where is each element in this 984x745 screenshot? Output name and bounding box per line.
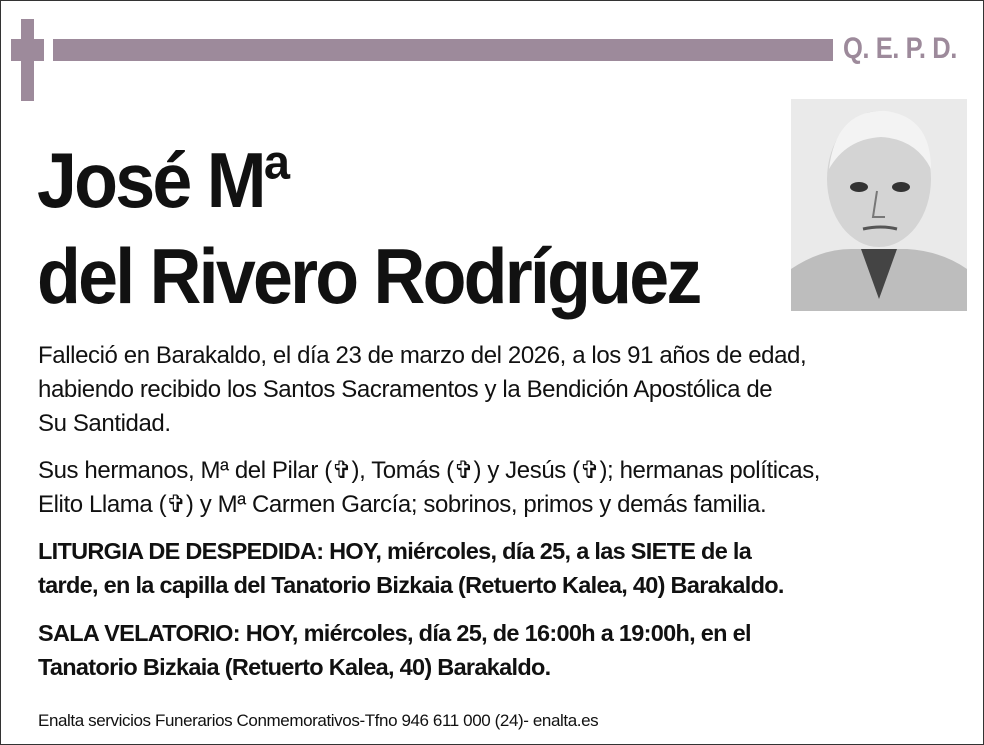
text-line: habiendo recibido los Santos Sacramentos y la Bendición Apostólica de xyxy=(38,376,773,403)
deceased-name-line1: José Mª xyxy=(37,136,288,224)
funeral-home-footer: Enalta servicios Funerarios Conmemorativos-Tfno 946 611 000 (24)- enalta.es xyxy=(38,711,599,730)
text-line: Tanatorio Bizkaia (Retuerto Kalea, 40) Barakaldo. xyxy=(38,654,551,680)
text-line: SALA VELATORIO: HOY, miércoles, día 25, de 16:00h a 19:00h, en el xyxy=(38,620,751,646)
text-line: Su Santidad. xyxy=(38,410,171,437)
liturgy-paragraph xyxy=(38,534,784,602)
death-paragraph xyxy=(38,339,806,441)
text-line: tarde, en la capilla del Tanatorio Bizkaia (Retuerto Kalea, 40) Barakaldo. xyxy=(38,572,784,598)
deceased-photo xyxy=(791,99,967,311)
wake-paragraph xyxy=(38,616,751,684)
deceased-name-line2: del Rivero Rodríguez xyxy=(37,232,700,320)
cross-icon-arm xyxy=(11,39,44,61)
text-line: Elito Llama (✞) y Mª Carmen García; sobrinos, primos y demás familia. xyxy=(38,491,767,518)
text-line: LITURGIA DE DESPEDIDA: HOY, miércoles, día 25, a las SIETE de la xyxy=(38,538,752,564)
text-line: Falleció en Barakaldo, el día 23 de marzo del 2026, a los 91 años de edad, xyxy=(38,342,807,369)
family-paragraph xyxy=(38,454,820,522)
text-line: Sus hermanos, Mª del Pilar (✞), Tomás (✞) y Jesús (✞); hermanas políticas, xyxy=(38,457,821,484)
qepd-label: Q. E. P. D. xyxy=(843,32,957,65)
header-bar xyxy=(53,39,833,61)
